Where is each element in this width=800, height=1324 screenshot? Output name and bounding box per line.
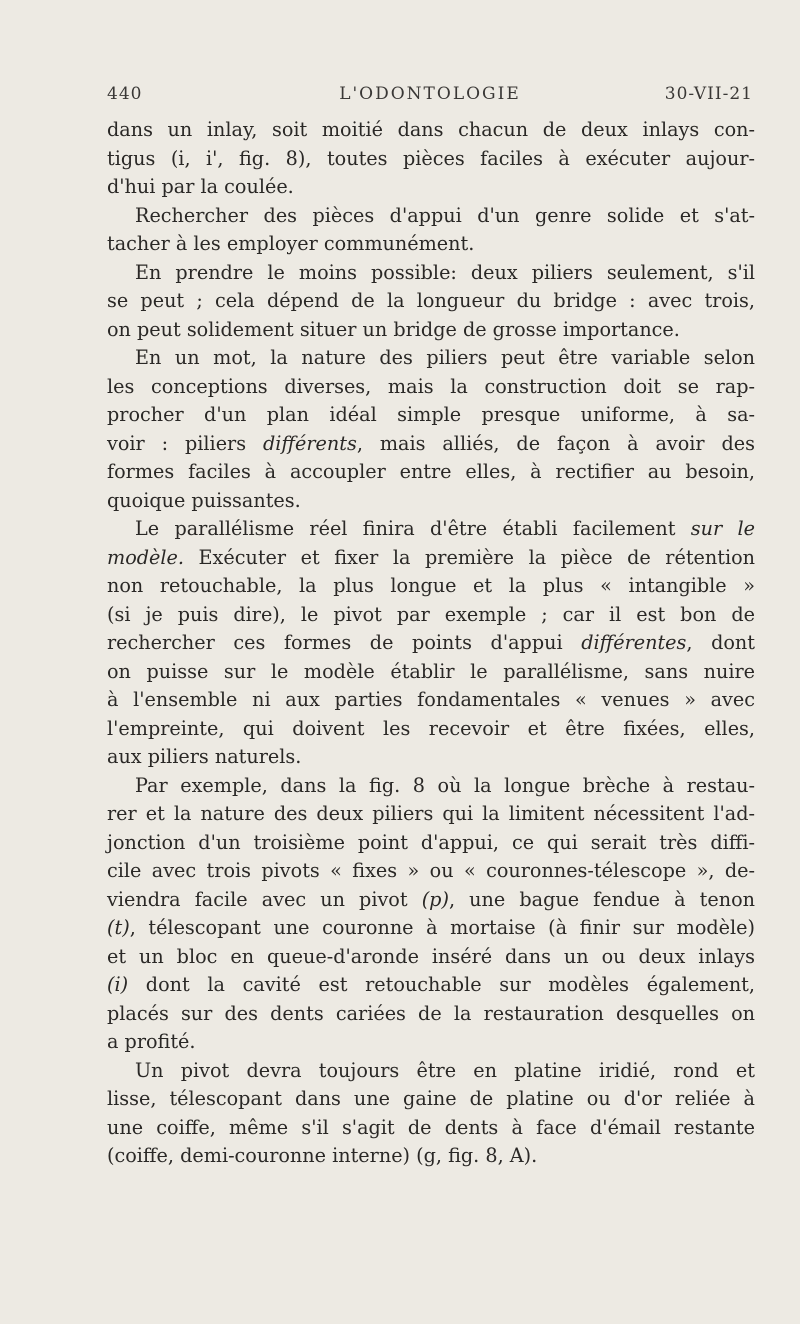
text-line: procher d'un plan idéal simple presque uniforme, à sa- bbox=[107, 403, 755, 426]
text-line: rechercher ces formes de points d'appui différentes, dont bbox=[107, 631, 755, 654]
text-line: placés sur des dents cariées de la restauration desquelles on bbox=[107, 1001, 755, 1025]
text-line: Un pivot devra toujours être en platine iridié, rond et bbox=[135, 1058, 755, 1082]
running-head bbox=[107, 84, 753, 108]
text-line: tacher à les employer communément. bbox=[107, 232, 475, 255]
issue-date: 30-VII-21 bbox=[664, 84, 753, 104]
text-line: voir : piliers différents, mais alliés, de façon à avoir des bbox=[107, 431, 756, 455]
text-line: on peut solidement situer un bridge de grosse importance. bbox=[107, 317, 680, 341]
text-line: viendra facile avec un pivot (p), une bague fendue à tenon bbox=[107, 887, 755, 911]
text-line: En prendre le moins possible: deux piliers seulement, s'il bbox=[135, 260, 755, 284]
text-line: (i) dont la cavité est retouchable sur modèles également, bbox=[107, 973, 755, 996]
text-line: Par exemple, dans la fig. 8 où la longue brèche à restau- bbox=[135, 773, 755, 797]
text-line: (si je puis dire), le pivot par exemple ; car il est bon de bbox=[107, 602, 755, 626]
text-line: En un mot, la nature des piliers peut être variable selon bbox=[135, 346, 755, 369]
text-line: dans un inlay, soit moitié dans chacun de deux inlays con- bbox=[107, 118, 755, 141]
text-line: (coiffe, demi-couronne interne) (g, fig. 8, A). bbox=[107, 1144, 538, 1167]
body-text bbox=[107, 116, 755, 1171]
journal-title: L'ODONTOLOGIE bbox=[339, 84, 521, 104]
text-line: une coiffe, même s'il s'agit de dents à face d'émail restante bbox=[107, 1115, 755, 1139]
text-line: cile avec trois pivots « fixes » ou « couronnes-télescope », de- bbox=[107, 859, 755, 882]
text-line: les conceptions diverses, mais la construction doit se rap- bbox=[107, 374, 755, 398]
text-line: quoique puissantes. bbox=[107, 488, 301, 512]
text-line: rer et la nature des deux piliers qui la limitent nécessitent l'ad- bbox=[107, 802, 755, 825]
text-line: formes faciles à accoupler entre elles, à rectifier au besoin, bbox=[107, 460, 755, 483]
text-line: non retouchable, la plus longue et la plus « intangible » bbox=[107, 574, 755, 597]
text-line: tigus (i, i', fig. 8), toutes pièces faciles à exécuter aujour- bbox=[107, 146, 755, 170]
page-number: 440 bbox=[107, 84, 143, 104]
text-line: d'hui par la coulée. bbox=[107, 175, 294, 198]
text-line: aux piliers naturels. bbox=[107, 745, 302, 768]
text-line: se peut ; cela dépend de la longueur du bridge : avec trois, bbox=[107, 289, 755, 312]
text-line: l'empreinte, qui doivent les recevoir et être fixées, elles, bbox=[107, 716, 755, 740]
text-line: on puisse sur le modèle établir le parallélisme, sans nuire bbox=[107, 659, 755, 683]
text-line: à l'ensemble ni aux parties fondamentales « venues » avec bbox=[107, 688, 755, 711]
text-line: Rechercher des pièces d'appui d'un genre solide et s'at- bbox=[135, 203, 755, 227]
text-line: jonction d'un troisième point d'appui, ce qui serait très diffi- bbox=[107, 830, 755, 854]
text-line: Le parallélisme réel finira d'être établi facilement sur le bbox=[135, 517, 756, 540]
text-line: lisse, télescopant dans une gaine de platine ou d'or reliée à bbox=[107, 1087, 755, 1110]
text-line: modèle. Exécuter et fixer la première la pièce de rétention bbox=[107, 545, 755, 569]
text-line: et un bloc en queue-d'aronde inséré dans un ou deux inlays bbox=[107, 944, 755, 968]
text-line: a profité. bbox=[107, 1030, 196, 1053]
text-line: (t), télescopant une couronne à mortaise (à finir sur modèle) bbox=[107, 916, 755, 939]
